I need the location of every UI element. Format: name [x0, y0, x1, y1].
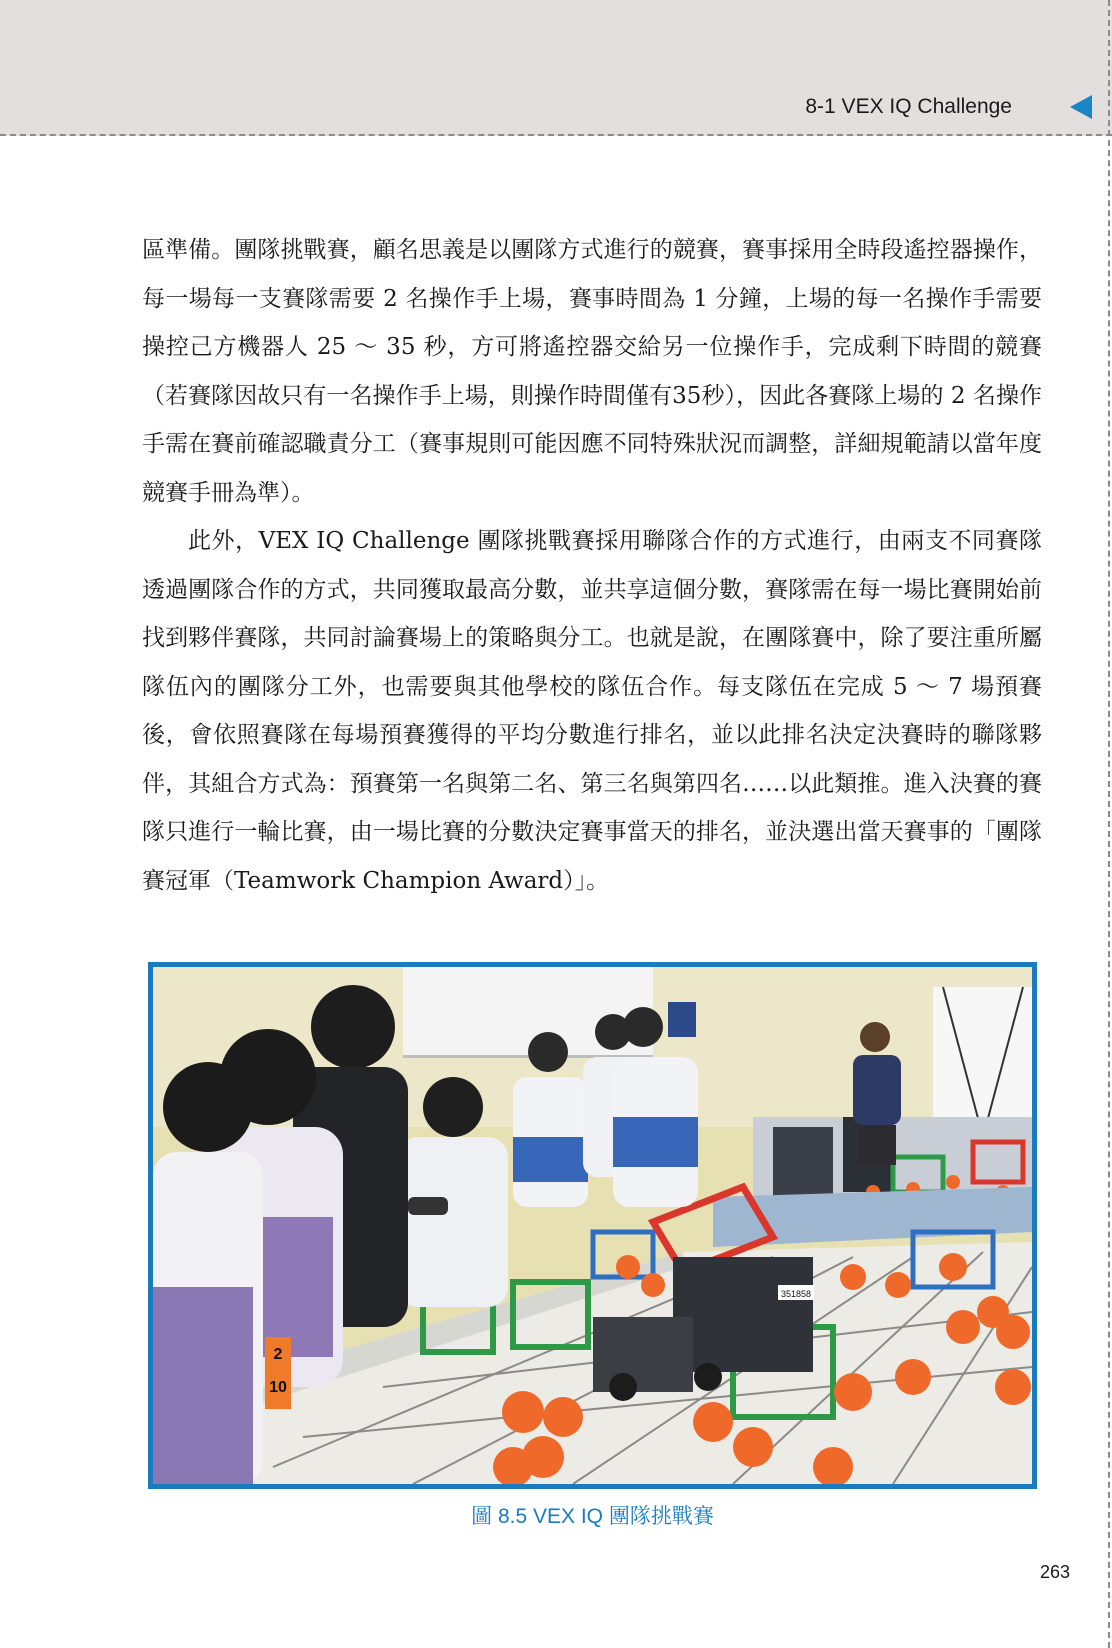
figure-photo [148, 962, 1037, 1489]
robot-tag: 351858 [780, 1289, 812, 1299]
paragraph-2: 此外，VEX IQ Challenge 團隊挑戰賽採用聯隊合作的方式進行，由兩支不同賽隊透過團隊合作的方式，共同獲取最高分數，並共享這個分數，賽隊需在每一場比賽開始前找到夥伴賽隊，共同討論賽場上的策略與分工。也就是說，在團隊賽中，除了要注重所屬隊伍內的團隊分工外，也需要與其他學校的隊伍合作。每支隊伍在完成 5 ～ 7 場預賽後，會依照賽隊在每場預賽獲得的平均分數進行排名，並以此排名決定決賽時的聯隊夥伴，其組合方式為：預賽第一名與第二名、第三名與第四名……以此類推。進入決賽的賽隊只進行一輪比賽，由一場比賽的分數決定賽事當天的排名，並決選出當天賽事的「團隊賽冠軍（Teamwork Champion Award）」。 [142, 528, 1042, 894]
paragraph-1: 區準備。團隊挑戰賽，顧名思義是以團隊方式進行的競賽，賽事採用全時段遙控器操作，每一場每一支賽隊需要 2 名操作手上場，賽事時間為 1 分鐘，上場的每一名操作手需要操控己方機器人 25 ～ 35 秒，方可將遙控器交給另一位操作手，完成剩下時間的競賽（若賽隊因故只有一名操作手上場，則操作時間僅有35秒），因此各賽隊上場的 2 名操作手需在賽前確認職責分工（賽事規則可能因應不同特殊狀況而調整，詳細規範請以當年度競賽手冊為準）。 [142, 237, 1042, 506]
team-sign-bottom: 10 [269, 1379, 287, 1396]
section-title: 8-1 VEX IQ Challenge [805, 95, 1012, 118]
page-edge-rule [1108, 0, 1110, 1648]
page-number: 263 [1040, 1562, 1071, 1582]
figure-caption: 圖 8.5 VEX IQ 團隊挑戰賽 [471, 1505, 714, 1528]
team-sign-top: 2 [273, 1346, 283, 1363]
section-marker-triangle-icon [1070, 95, 1092, 119]
vex-iq-competition-photo [153, 967, 1032, 1484]
body-text [142, 226, 1042, 905]
